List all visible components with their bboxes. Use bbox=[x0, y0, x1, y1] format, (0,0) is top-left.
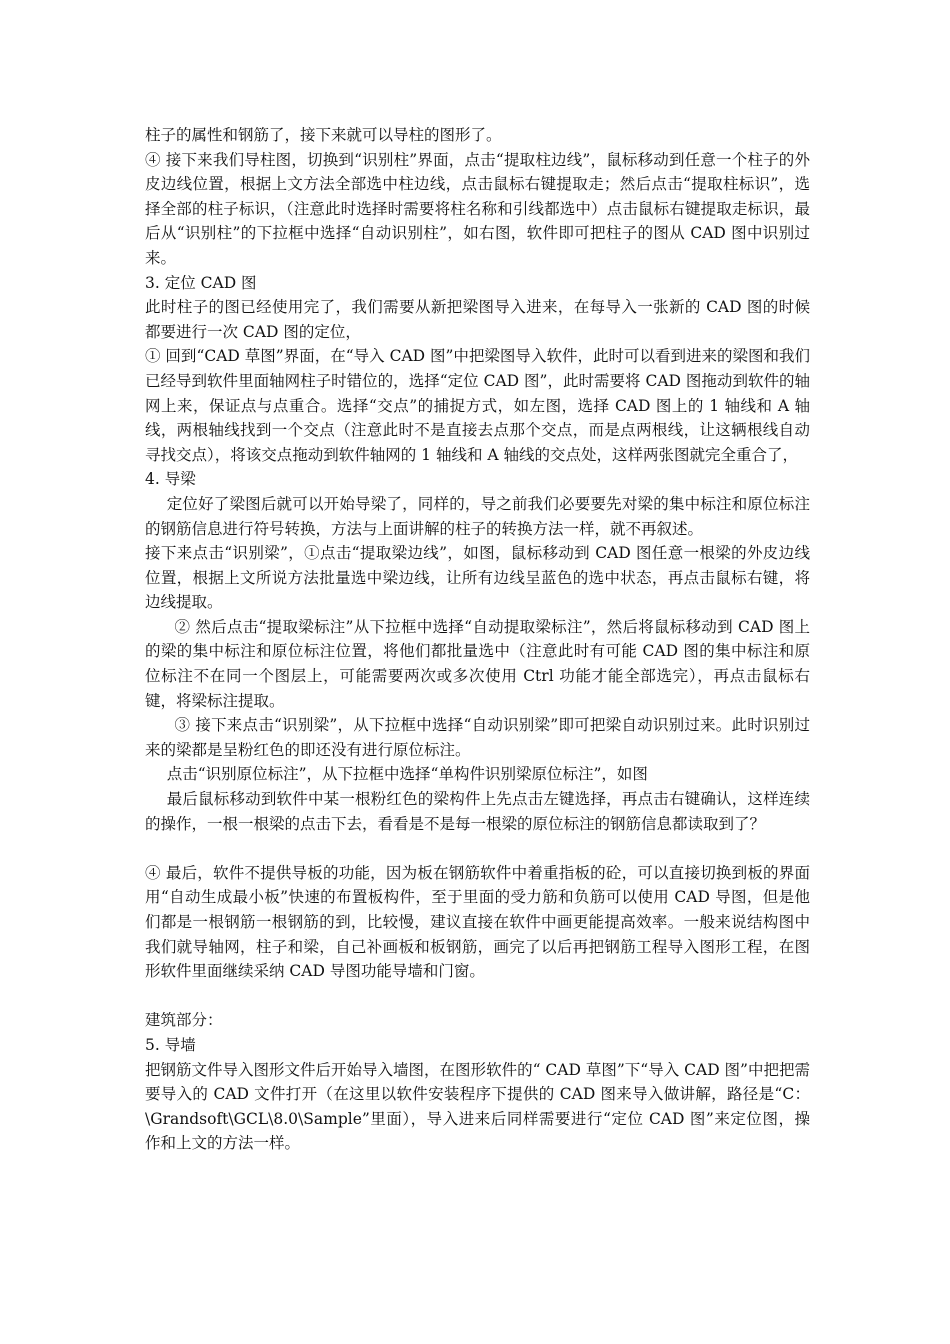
paragraph-locate-steps: ① 回到“CAD 草图”界面，在“导入 CAD 图”中把梁图导入软件，此时可以看到进来的梁图和我们已经导到软件里面轴网柱子时错位的，选择“定位 CAD 图”，此时需要将 CAD 图拖动到软件的轴网上来，保证点与点重合。选择“交点”的捕捉方式，如左图，选择 CAD 图上的 1 轴线和 A 轴线，两根轴线找到一个交点（注意此时不是直接去点那个交点，而是点两根线，让这辆根线自动寻找交点），将该交点拖动到软件轴网的 1 轴线和 A 轴线的交点处，这样两张图就完全重合了， bbox=[145, 347, 810, 464]
blank-line bbox=[145, 984, 810, 1009]
document-body bbox=[145, 123, 810, 1156]
section-heading-import-beam: 4. 导梁 bbox=[145, 470, 196, 489]
paragraph-column-wrapup: 柱子的属性和钢筋了，接下来就可以导柱的图形了。 bbox=[145, 126, 502, 144]
paragraph-architecture-label: 建筑部分： bbox=[145, 1011, 223, 1030]
blank-line bbox=[145, 836, 810, 861]
paragraph-beam-intro: 定位好了梁图后就可以开始导梁了，同样的，导之前我们必要要先对梁的集中标注和原位标注的钢筋信息进行符号转换，方法与上面讲解的柱子的转换方法一样，就不再叙述。 bbox=[145, 494, 810, 538]
paragraph-beam-confirm: 最后鼠标移动到软件中某一根粉红色的梁构件上先点击左键选择，再点击右键确认，这样连续的操作，一根一根梁的点击下去，看看是不是每一根梁的原位标注的钢筋信息都读取到了？ bbox=[145, 790, 810, 833]
section-heading-locate-cad: 3. 定位 CAD 图 bbox=[145, 273, 257, 292]
paragraph-wall-import: 把钢筋文件导入图形文件后开始导入墙图，在图形软件的“ CAD 草图”下“导入 CAD 图”中把把需要导入的 CAD 文件打开（在这里以软件安装程序下提供的 CAD 图来导入做讲解，路径是“C：\Grandsoft\GCL\8.0\Sample”里面），导入进来后同样需要进行“定位 CAD 图”来定位图，操作和上文的方法一样。 bbox=[145, 1060, 810, 1153]
paragraph-slab-note: ④ 最后，软件不提供导板的功能，因为板在钢筋软件中着重指板的砼，可以直接切换到板的界面用“自动生成最小板”快速的布置板构件，至于里面的受力筋和负筋可以使用 CAD 导图，但是他们都是一根钢筋一根钢筋的到，比较慢，建议直接在软件中画更能提高效率。一般来说结构图中我们就导轴网，柱子和梁，自己补画板和板钢筋，画完了以后再把钢筋工程导入图形工程，在图形软件里面继续采纳 CAD 导图功能导墙和门窗。 bbox=[145, 863, 810, 981]
paragraph-beam-recognize: ③ 接下来点击“识别梁”，从下拉框中选择“自动识别梁”即可把梁自动识别过来。此时识别过来的梁都是呈粉红色的即还没有进行原位标注。 bbox=[145, 716, 810, 759]
paragraph-import-column-drawing: ④ 接下来我们导柱图，切换到“识别柱”界面，点击“提取柱边线”，鼠标移动到任意一个柱子的外皮边线位置，根据上文方法全部选中柱边线，点击鼠标右键提取走；然后点击“提取柱标识”，选择全部的柱子标识，（注意此时选择时需要将柱名称和引线都选中）点击鼠标右键提取走标识，最后从“识别柱”的下拉框中选择“自动识别柱”，如右图，软件即可把柱子的图从 CAD 图中识别过来。 bbox=[145, 150, 810, 267]
section-heading-import-wall: 5. 导墙 bbox=[145, 1035, 196, 1054]
paragraph-locate-intro: 此时柱子的图已经使用完了，我们需要从新把梁图导入进来，在每导入一张新的 CAD 图的时候都要进行一次 CAD 图的定位， bbox=[145, 298, 810, 341]
paragraph-beam-label: ② 然后点击“提取梁标注”从下拉框中选择“自动提取梁标注”，然后将鼠标移动到 CAD 图上的梁的集中标注和原位标注位置，将他们都批量选中（注意此时有可能 CAD 图的集中标注和原位标注不在同一个图层上，可能需要两次或多次使用 Ctrl 功能才能全部选完），再点击鼠标右键，将梁标注提取。 bbox=[145, 617, 810, 710]
paragraph-beam-original-label: 点击“识别原位标注”，从下拉框中选择“单构件识别梁原位标注”，如图 bbox=[166, 765, 648, 784]
paragraph-beam-edge: 接下来点击“识别梁”，①点击“提取梁边线”，如图，鼠标移动到 CAD 图任意一根梁的外皮边线位置，根据上文所说方法批量选中梁边线，让所有边线呈蓝色的选中状态，再点击鼠标右键，将边线提取。 bbox=[145, 544, 810, 612]
